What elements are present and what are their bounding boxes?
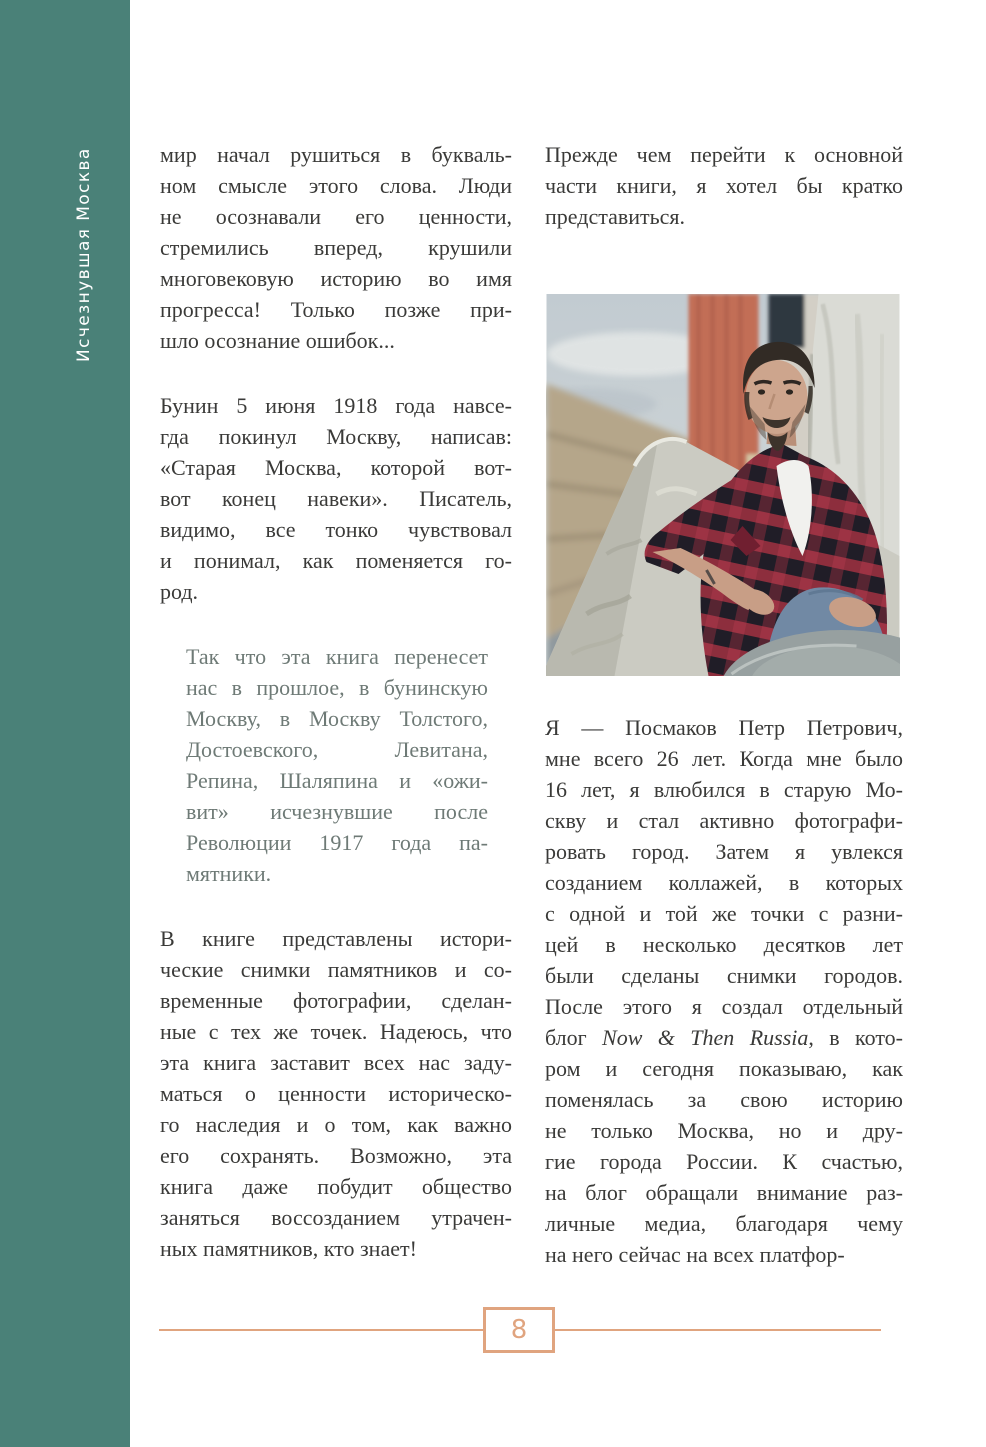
text-line: заняться воссозданием утрачен- [160, 1205, 512, 1230]
text-line: поменялась за свою историю [545, 1087, 903, 1112]
text-line: род. [160, 579, 199, 604]
text-line: представиться. [545, 204, 686, 229]
text-line: на блог обращали внимание раз- [545, 1180, 903, 1205]
text-line: блог Now & Then Russia, в кото- [545, 1025, 903, 1050]
page-number: 8 [510, 1315, 528, 1345]
sidebar-band [0, 0, 130, 1447]
text-line: эта книга заставит всех нас заду- [160, 1050, 512, 1075]
text-line: Репина, Шаляпина и «ожи- [186, 768, 488, 793]
text-line: «Старая Москва, которой вот- [160, 455, 512, 480]
text-line: цей в несколько десятков лет [545, 932, 903, 957]
paragraph-bunin [160, 390, 512, 607]
text-line: не только Москва, но и дру- [545, 1118, 903, 1143]
text-line: 16 лет, я влюбился в старую Мо- [545, 777, 903, 802]
text-line: созданием коллажей, в которых [545, 870, 903, 895]
text-line: В книге представлены истори- [160, 926, 512, 951]
text-line: ром и сегодня показываю, как [545, 1056, 903, 1081]
text-line: Бунин 5 июня 1918 года навсе- [160, 393, 512, 418]
footer-rule-left [159, 1329, 483, 1331]
paragraph-intro [545, 139, 903, 232]
text-line: ных памятников, кто знает! [160, 1236, 417, 1261]
text-line: мир начал рушиться в букваль- [160, 142, 512, 167]
text-line: Москву, в Москву Толстого, [186, 706, 488, 731]
text-line: нас в прошлое, в бунинскую [186, 675, 488, 700]
text-line: Я — Посмаков Петр Петрович, [545, 715, 903, 740]
text-line: Прежде чем перейти к основной [545, 142, 903, 167]
right-text-column [545, 139, 903, 1270]
text-line: ном смысле этого слова. Люди [160, 173, 512, 198]
paragraph-author-bio [545, 712, 903, 1270]
text-line: на него сейчас на всех платфор- [545, 1242, 845, 1267]
paragraph-book-contents [160, 923, 512, 1264]
text-line: Достоевского, Левитана, [186, 737, 488, 762]
paragraph-quote-book-purpose [160, 641, 512, 889]
text-line: ческие снимки памятников и со- [160, 957, 512, 982]
text-line: многовековую историю во имя [160, 266, 512, 291]
text-line: стремились вперед, крушили [160, 235, 512, 260]
book-title-vertical: Исчезнувшая Москва [74, 147, 94, 362]
text-line: маться о ценности историческо- [160, 1081, 512, 1106]
text-line: с одной и той же точки с разни- [545, 901, 903, 926]
paragraph-world-collapse [160, 139, 512, 356]
text-line: мятники. [186, 861, 272, 886]
text-line: книга даже побудит общество [160, 1174, 512, 1199]
footer-rule-right [555, 1329, 881, 1331]
text-line: видимо, все тонко чувствовал [160, 517, 512, 542]
author-photo-graphic [546, 294, 900, 676]
text-line: мне всего 26 лет. Когда мне было [545, 746, 903, 771]
text-line: и понимал, как поменяется го- [160, 548, 512, 573]
text-line: были сделаны снимки городов. [545, 963, 903, 988]
text-line: его сохранять. Возможно, эта [160, 1143, 512, 1168]
text-line: гда покинул Москву, написав: [160, 424, 512, 449]
text-line: скву и стал активно фотографи- [545, 808, 903, 833]
left-text-column [160, 139, 512, 1264]
text-line: После этого я создал отдельный [545, 994, 903, 1019]
text-line: Так что эта книга перенесет [186, 644, 488, 669]
text-line: не осознавали его ценности, [160, 204, 512, 229]
text-line: вот конец навеки». Писатель, [160, 486, 512, 511]
page-number-box [483, 1307, 555, 1353]
text-line: прогресса! Только позже при- [160, 297, 512, 322]
text-line: шло осознание ошибок... [160, 328, 395, 353]
text-line: вит» исчезнувшие после [186, 799, 488, 824]
text-line: Революции 1917 года па- [186, 830, 488, 855]
text-line: личные медиа, благодаря чему [545, 1211, 903, 1236]
author-photo [546, 294, 900, 676]
text-line: ные с тех же точек. Надеюсь, что [160, 1019, 512, 1044]
text-line: го наследия и о том, как важно [160, 1112, 512, 1137]
text-line: ровать город. Затем я увлекся [545, 839, 903, 864]
text-line: гие города России. К счастью, [545, 1149, 903, 1174]
text-line: временные фотографии, сделан- [160, 988, 512, 1013]
text-line: части книги, я хотел бы кратко [545, 173, 903, 198]
